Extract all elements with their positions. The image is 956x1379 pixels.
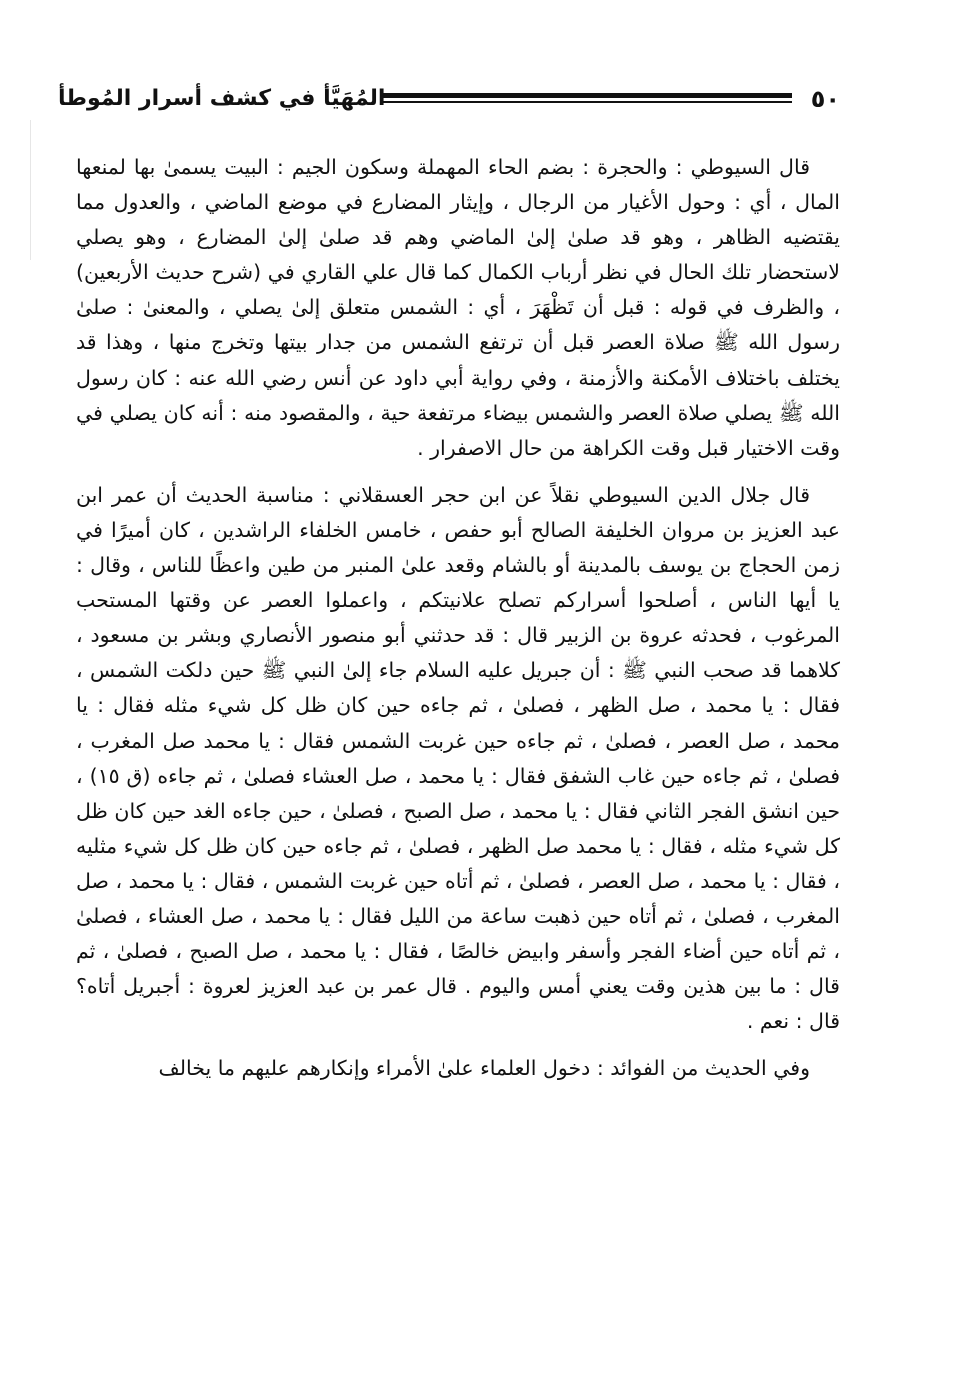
running-header <box>58 82 840 116</box>
paragraph: وفي الحديث من الفوائد : دخول العلماء علىٰ الأمراء وإنكارهم عليهم ما يخالف <box>158 1056 810 1081</box>
main-text <box>76 150 840 1086</box>
paragraph: قال جلال الدين السيوطي نقلاً عن ابن حجر العسقلاني : مناسبة الحديث أن عمر ابن عبد العزيز بن مروان الخليفة الصالح أبو حفص ، خامس الخلفاء الراشدين ، كان أميرًا في زمن الحجاج بن يوسف بالمدينة أو بالشام وقعد علىٰ المنبر من طين واعظًا للناس ، وقال : يا أيها الناس ، أصلحوا أسراركم تصلح علانيتكم ، واعملوا العصر عن وقتها المستحب المرغوب ، فحدثه عروة بن الزبير قال : قد حدثني أبو منصور الأنصاري وبشر بن مسعود ، كلاهما قد صحب النبي ﷺ : أن جبريل عليه السلام جاء إلىٰ النبي ﷺ حين دلكت الشمس ، فقال : يا محمد ، صل الظهر ، فصلىٰ ، ثم جاءه حين كان ظل كل شيء مثله فقال : يا محمد ، صل العصر ، فصلىٰ ، ثم جاءه حين غربت الشمس فقال : يا محمد صل المغرب ، فصلىٰ ، ثم جاءه حين غاب الشفق فقال : يا محمد ، صل العشاء فصلىٰ ، ثم جاءه (ق ١٥) ، حين انشق الفجر الثاني فقال : يا محمد ، صل الصبح ، فصلىٰ ، حين جاءه الغد حين كان ظل كل شيء مثله ، فقال : يا محمد صل الظهر ، فصلىٰ ، ثم جاءه حين كان ظل كل شيء مثليه ، فقال : يا محمد ، صل العصر ، فصلىٰ ، ثم أتاه حين غربت الشمس ، فقال : يا محمد ، صل المغرب ، فصلىٰ ، ثم أتاه حين ذهبت ساعة من الليل فقال : يا محمد ، صل العشاء ، فصلىٰ ، ثم أتاه حين أضاء الفجر وأسفر وابيض خالصًا ، فقال : يا محمد ، صل الصبح ، فصلىٰ ، ثم قال : ما بين هذين وقت يعني أمس واليوم . قال عمر بن عبد العزيز لعروة : أجبريل أتاه؟ قال : نعم . <box>76 482 840 1034</box>
page-number: ٥٠ <box>810 85 840 113</box>
header-rule-thick <box>380 93 792 98</box>
paragraph: قال السيوطي : والحجرة : بضم الحاء المهملة وسكون الجيم : البيت يسمىٰ بها لمنعها المال ، أي : وحول الأغيار من الرجال ، وإيثار المضارع في موضع الماضي ، والعدول مما يقتضيه الظاهر ، وهو قد صلىٰ إلىٰ الماضي وهم قد صلىٰ إلىٰ المضارع ، وهو يصلي لاستحضار تلك الحال في نظر أرباب الكمال كما قال علي القاري في (شرح حديث الأربعين) ، والظرف في قوله : قبل أن تَظْهَرَ ، أي : الشمس متعلق إلىٰ يصلي ، والمعنىٰ : صلىٰ رسول الله ﷺ صلاة العصر قبل أن ترتفع الشمس من جدار بيتها وتخرج منها ، وهذا قد يختلف باختلاف الأمكنة والأزمنة ، وفي رواية أبي داود عن أنس رضي الله عنه : كان رسول الله ﷺ يصلي صلاة العصر والشمس بيضاء مرتفعة حية ، والمقصود منه : أنه كان يصلي في وقت الاختيار قبل وقت الكراهة من حال الاصفرار . <box>76 155 840 460</box>
margin-mark <box>30 120 31 260</box>
header-rule-thin <box>380 101 792 103</box>
book-title: المُهَيَّأ في كشف أسرار المُوطأ <box>58 86 386 111</box>
header-rule <box>380 91 792 105</box>
